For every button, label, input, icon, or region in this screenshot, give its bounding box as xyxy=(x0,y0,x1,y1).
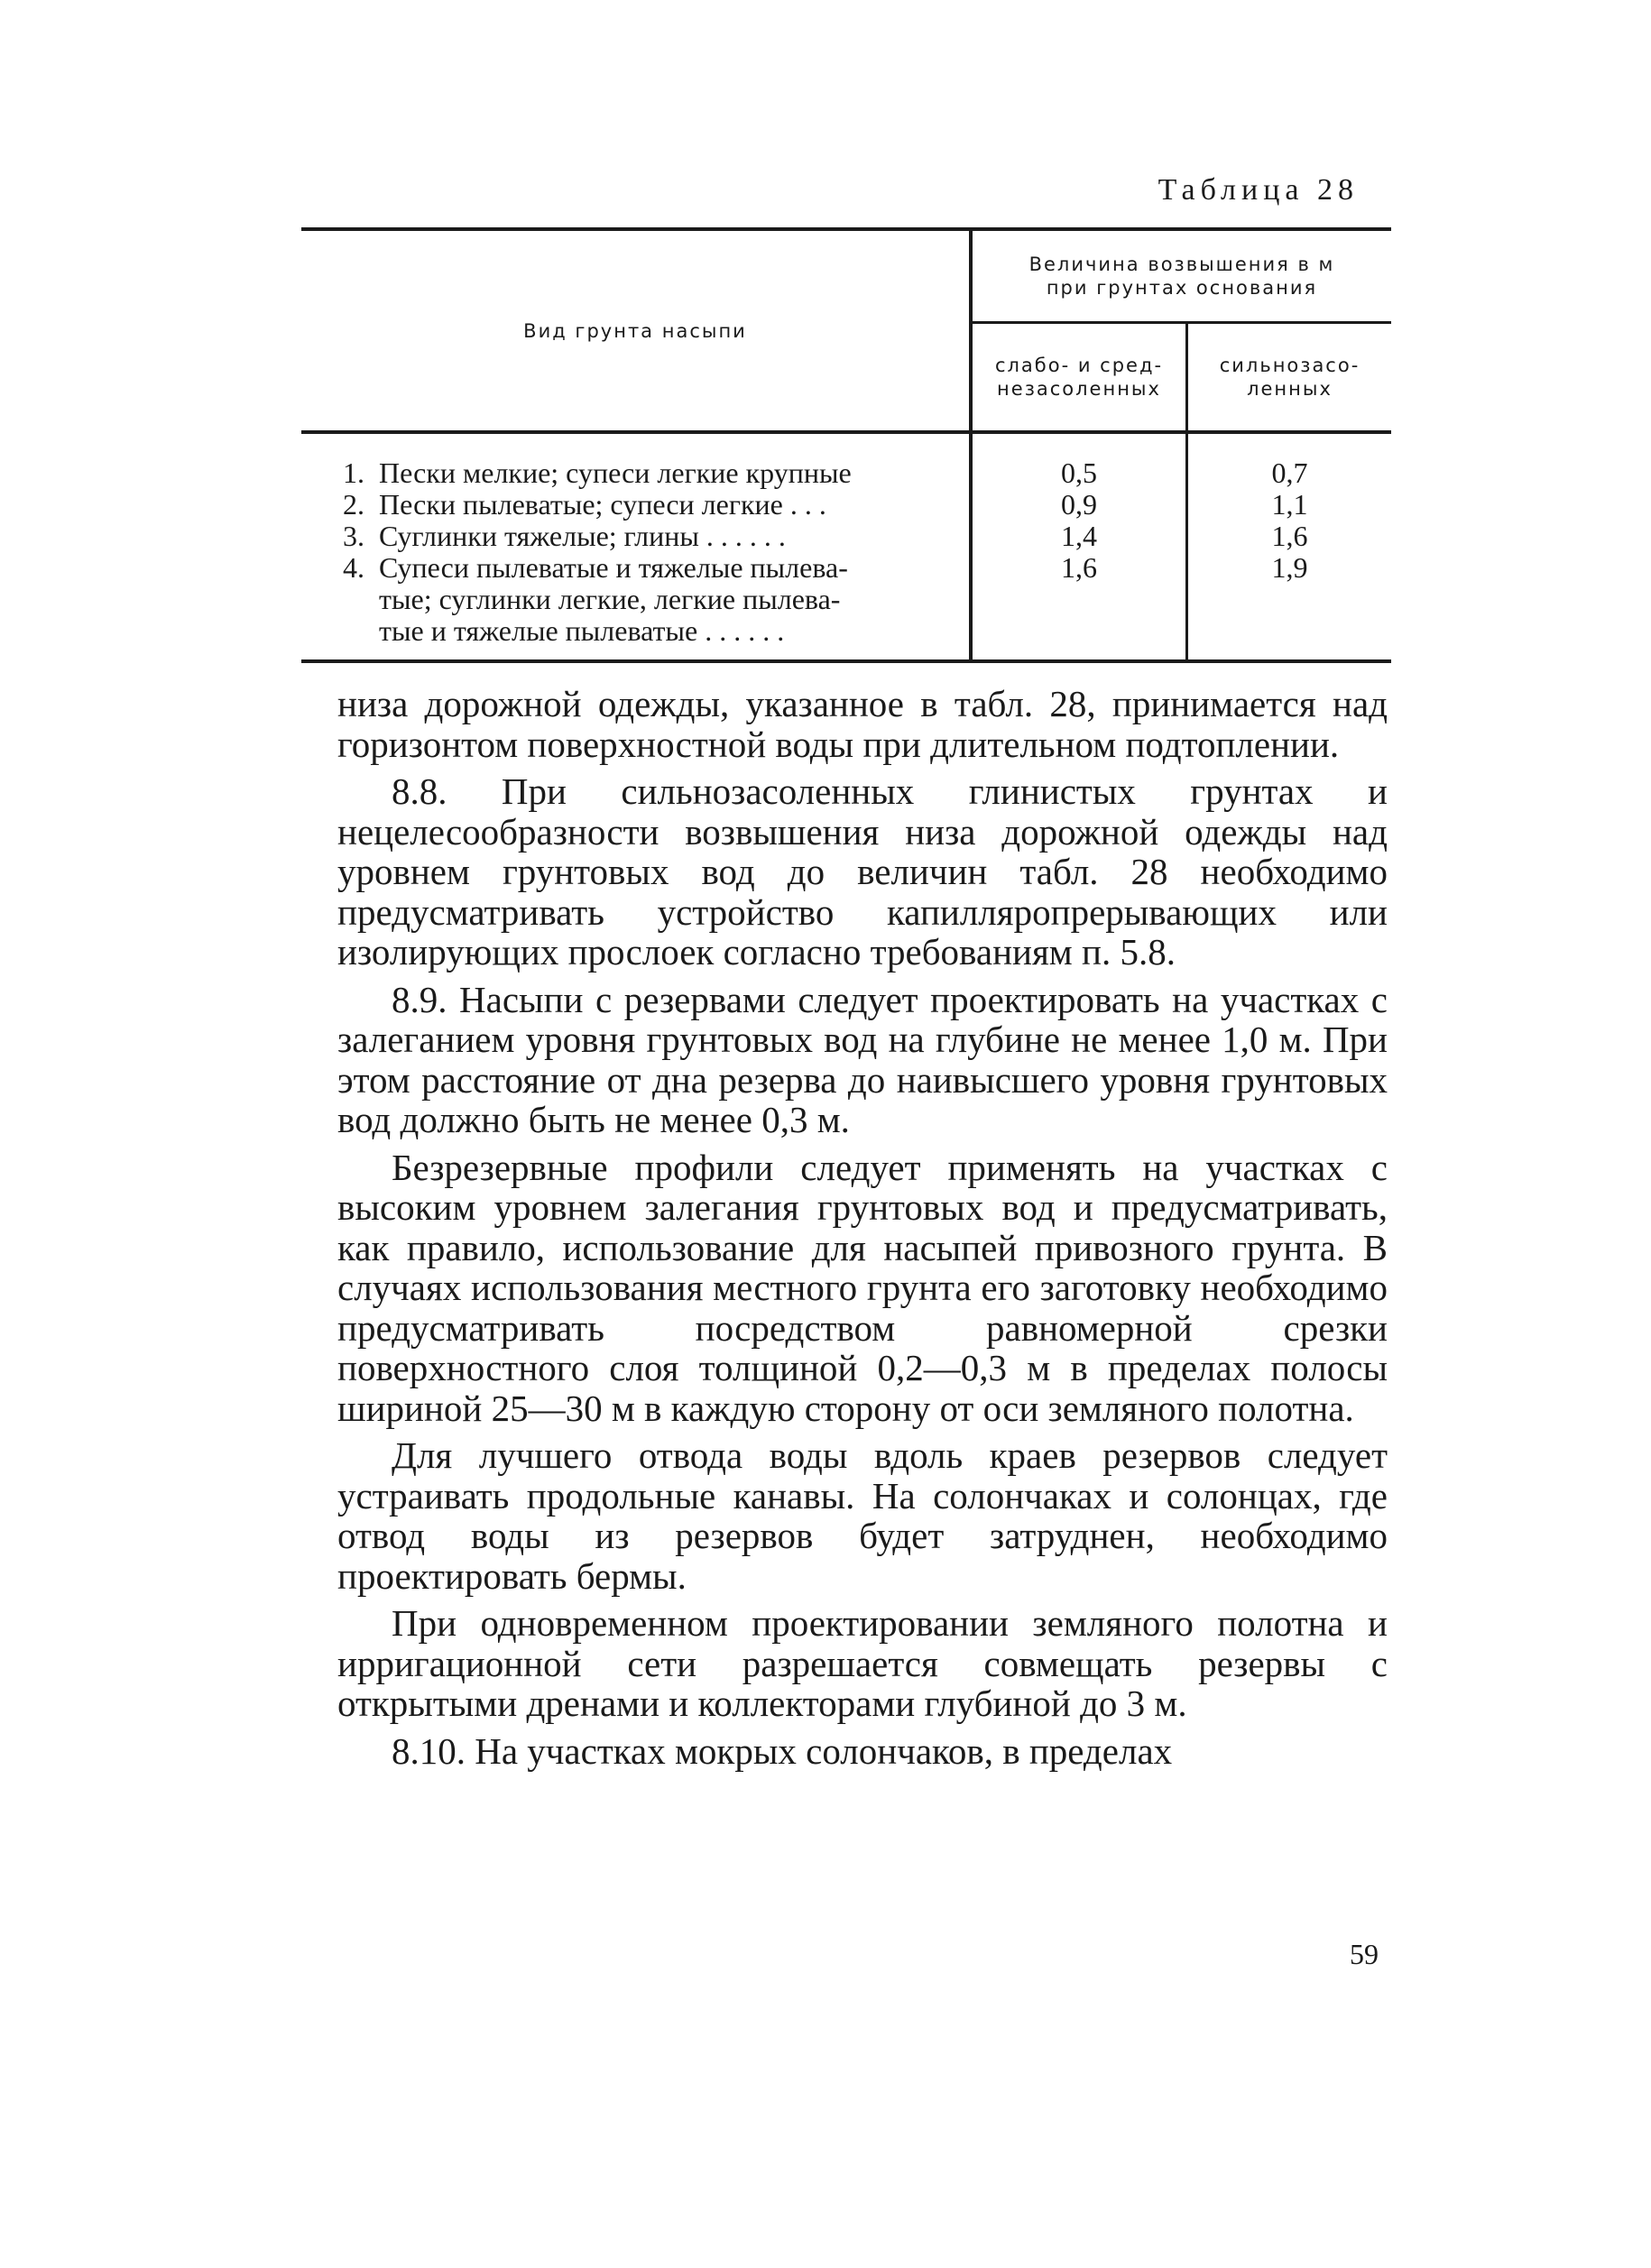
row-name-cell xyxy=(301,521,971,552)
row-name-cell xyxy=(301,489,971,521)
value-weak: 1,4 xyxy=(971,521,1187,552)
row-name: Пески пылеватые; супеси легкие . . . xyxy=(379,488,826,521)
header-elevation-group xyxy=(971,229,1391,323)
header-group-line1: Величина возвышения в м xyxy=(1028,254,1335,275)
soil-table xyxy=(301,227,1391,663)
table-row xyxy=(301,432,1391,489)
value-strong: 1,6 xyxy=(1187,521,1392,552)
row-name: Пески мелкие; супеси легкие крупные xyxy=(379,456,852,489)
header-strong-line2: ленных xyxy=(1247,378,1333,400)
header-strong-line1: сильнозасо- xyxy=(1219,355,1360,376)
paragraph: Безрезервные профили следует применять на участках с высоким уровнем залегания грунтовых вод и предусматривать, как правило, использование для насыпей привозного грунта. В случаях использования местного грунта его заготовку необходимо предусматривать посредством равномерной срезки поверхностного слоя толщиной 0,2—0,3 м в пределах полосы шириной 25—30 м в каждую сторону от оси земляного полотна. xyxy=(337,1146,1388,1429)
row-name-line2: тые; суглинки легкие, легкие пылева- xyxy=(379,583,841,615)
row-number: 2. xyxy=(343,488,364,521)
row-number: 4. xyxy=(343,551,364,584)
paragraph: 8.8. При сильнозасоленных глинистых грунтах и нецелесообразности возвышения низа дорожной одежды над уровнем грунтовых вод до величин табл. 28 необходимо предусматривать устройство капилляропрерывающих или изолирующих прослоек согласно требованиям п. 5.8. xyxy=(337,770,1388,973)
table-row xyxy=(301,552,1391,661)
row-name-cell xyxy=(301,552,971,661)
table-row xyxy=(301,521,1391,552)
header-group-line2: при грунтах основания xyxy=(1046,277,1318,299)
value-weak: 1,6 xyxy=(971,552,1187,661)
value-weak: 0,9 xyxy=(971,489,1187,521)
row-number: 3. xyxy=(343,520,364,552)
row-name-line3: тые и тяжелые пылеватые . . . . . . xyxy=(379,614,785,647)
paragraph: При одновременном проектировании земляного полотна и ирригационной сети разрешается совмещать резервы с открытыми дренами и коллекторами глубиной до 3 м. xyxy=(337,1602,1388,1724)
value-weak: 0,5 xyxy=(971,432,1187,489)
header-soil-type: Вид грунта насыпи xyxy=(523,319,747,342)
row-number: 1. xyxy=(343,456,364,489)
row-name-line1: Супеси пылеватые и тяжелые пылева- xyxy=(379,551,848,584)
value-strong: 0,7 xyxy=(1187,432,1392,489)
page-number: 59 xyxy=(1350,1938,1379,1970)
paragraph: 8.9. Насыпи с резервами следует проектировать на участках с залеганием уровня грунтовых вод на глубине не менее 1,0 м. При этом расстояние от дна резерва до наивысшего уровня грунтовых вод должно быть не менее 0,3 м. xyxy=(337,978,1388,1140)
table-caption: Таблица 28 xyxy=(1158,173,1359,207)
header-weak-line1: слабо- и сред- xyxy=(994,355,1164,376)
paragraph: Для лучшего отвода воды вдоль краев резервов следует устраивать продольные канавы. На солончаках и солонцах, где отвод воды из резервов будет затруднен, необходимо проектировать бермы. xyxy=(337,1434,1388,1597)
paragraph: низа дорожной одежды, указанное в табл. 28, принимается над горизонтом поверхностной воды при длительном подтоплении. xyxy=(337,683,1388,765)
row-name-cell xyxy=(301,432,971,489)
header-strong-saline xyxy=(1187,323,1392,433)
value-strong: 1,9 xyxy=(1187,552,1392,661)
body-text xyxy=(337,684,1388,1778)
paragraph: 8.10. На участках мокрых солончаков, в пределах xyxy=(392,1729,1173,1772)
header-weak-saline xyxy=(971,323,1187,433)
row-name: Суглинки тяжелые; глины . . . . . . xyxy=(379,520,786,552)
value-strong: 1,1 xyxy=(1187,489,1392,521)
header-weak-line2: незасоленных xyxy=(997,378,1161,400)
table-row xyxy=(301,489,1391,521)
